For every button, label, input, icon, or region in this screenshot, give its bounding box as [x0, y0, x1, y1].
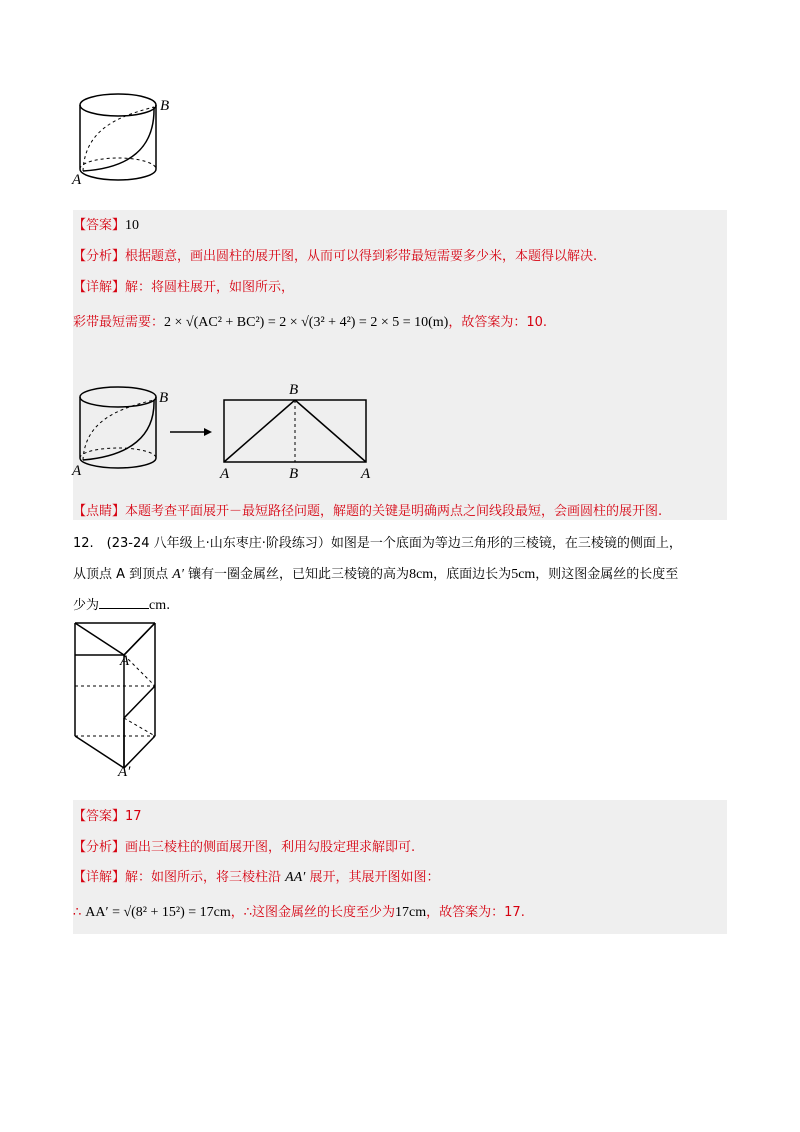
- fig1-label-A: A: [72, 172, 82, 188]
- prism-figure-12: [70, 618, 170, 778]
- calc-suffix-12: ，故答案为：17.: [426, 905, 525, 920]
- analysis-tag-12: 【分析】: [73, 840, 126, 855]
- question-12-line-2: [73, 563, 678, 583]
- answer-value: 10: [125, 218, 140, 233]
- q12-height: 8cm: [409, 567, 434, 582]
- analysis-tag: 【分析】: [73, 249, 126, 264]
- q12-text-c: ，底面边长为: [433, 567, 512, 582]
- detail-11-row: [73, 276, 294, 295]
- comment-text: 本题考查平面展开－最短路径问题，解题的关键是明确两点之间线段最短，会画圆柱的展开图.: [125, 504, 663, 519]
- detail-tag: 【详解】: [73, 280, 126, 295]
- detail-12-row: [73, 866, 439, 886]
- calc-mid-12: ，∴这图金属丝的长度至少为: [230, 905, 396, 920]
- analysis-12-row: [73, 836, 415, 855]
- right-arrow-icon: [170, 428, 212, 436]
- fig1-label-B: B: [160, 98, 170, 114]
- q12-period: .: [166, 598, 171, 613]
- q12-unit: cm: [149, 598, 167, 613]
- q12-text-a: 从顶点 A 到顶点: [73, 567, 173, 582]
- calc-math: 2 × √(AC² + BC²) = 2 × √(3² + 4²) = 2 × 5 = 10(m): [164, 315, 449, 330]
- calc-prefix: 彩带最短需要：: [73, 315, 165, 330]
- question-12-line-1: 12. (23-24 八年级上·山东枣庄·阶段练习）如图是一个底面为等边三角形的三棱镜，在三棱镜的侧面上，: [73, 536, 682, 551]
- q12-aprime: A′: [172, 567, 184, 582]
- answer-12-row: [73, 805, 142, 824]
- cylinder-figure-1: [70, 88, 185, 188]
- analysis-11-row: [73, 245, 597, 264]
- rect-label-top-B: B: [289, 382, 299, 398]
- calc-11-row: [73, 311, 547, 331]
- comment-11-row: [73, 500, 662, 519]
- fig2-cyl-label-A: A: [72, 463, 82, 479]
- calc-value-12: 17cm: [395, 905, 427, 920]
- calc-suffix: ，故答案为：10.: [448, 315, 548, 330]
- analysis-text: 根据题意，画出圆柱的展开图，从而可以得到彩带最短需要多少米，本题得以解决.: [125, 249, 598, 264]
- fig2-cyl-label-B: B: [159, 390, 169, 406]
- q12-text-e: 少为: [73, 598, 100, 613]
- answer-11-row: [73, 214, 139, 234]
- comment-tag: 【点睛】: [73, 504, 126, 519]
- prism-label-A: A: [120, 653, 130, 669]
- prism-label-Aprime: A′: [118, 764, 131, 778]
- therefore-12: ∴: [73, 905, 82, 920]
- q12-text-b: 镶有一圈金属丝，已知此三棱镜的高为: [183, 567, 410, 582]
- answer-value-12: 17: [125, 809, 142, 824]
- detail-text-12b: 展开，其展开图如图：: [305, 870, 440, 885]
- calc-math-12: AA′ = √(8² + 15²) = 17cm: [85, 905, 231, 920]
- rect-label-right-A: A: [361, 466, 371, 482]
- rect-label-mid-B: B: [289, 466, 299, 482]
- detail-tag-12: 【详解】: [73, 870, 126, 885]
- q12-side: 5cm: [511, 567, 536, 582]
- detail-text-12a: 解：如图所示，将三棱柱沿: [125, 870, 286, 885]
- rect-label-left-A: A: [220, 466, 230, 482]
- calc-12-row: [73, 901, 525, 921]
- analysis-text-12: 画出三棱柱的侧面展开图，利用勾股定理求解即可.: [125, 840, 416, 855]
- unfolding-figure-11: [70, 378, 490, 482]
- answer-tag-12: 【答案】: [73, 809, 126, 824]
- question-12-line-3: [73, 594, 170, 614]
- answer-tag: 【答案】: [73, 218, 126, 233]
- q12-text-d: ，则这图金属丝的长度至: [535, 567, 679, 582]
- answer-blank[interactable]: [99, 596, 149, 609]
- detail-text: 解：将圆柱展开，如图所示，: [125, 280, 295, 295]
- detail-math-12: AA′: [285, 870, 306, 885]
